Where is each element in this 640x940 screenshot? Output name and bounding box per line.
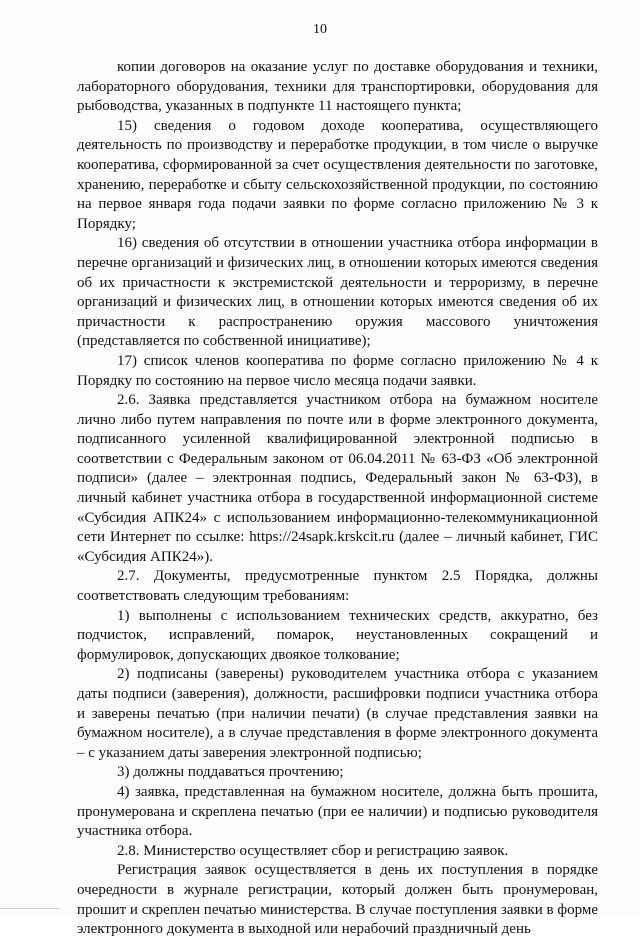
paragraph-2-8: 2.8. Министерство осуществляет сбор и регистрацию заявок. [117, 842, 509, 859]
paragraph-requirement-3: 3) должны поддаваться прочтению; [117, 764, 344, 781]
paragraph-item-17: 17) список членов кооператива по форме согласно приложению № 4 к Порядку по состоянию на первое число месяца подачи заявки. [77, 352, 598, 389]
paragraph-item-15: 15) сведения о годовом доходе кооператива, осуществляющего деятельность по производству и переработке продукции, в том числе о выручке кооператива, сформированной за счет осуществления деятельности по заготовке, хранению, переработке и сбыту сельскохозяйственной продукции, по состоянию на первое января года подачи заявки по форме согласно приложению № 3 к Порядку; [77, 117, 598, 232]
paragraph-requirement-4: 4) заявка, представленная на бумажном носителе, должна быть прошита, пронумерована и скреплена печатью (при ее наличии) и подписью руководителя участника отбора. [77, 783, 598, 840]
paragraph-contracts-copies: копии договоров на оказание услуг по доставке оборудования и техники, лабораторного оборудования, техники для транспортировки, оборудования для рыбоводства, указанных в подпункте 11 настоящего пункта; [77, 59, 598, 115]
paragraph-item-16: 16) сведения об отсутствии в отношении участника отбора информации в перечне организаций и физических лиц, в отношении которых имеются сведения об их причастности к экстремистской деятельности и терроризму, в перечне организаций и физических лиц, в отношении которых имеются сведения об их причастности к распространению оружия массового уничтожения (представляется по собственной инициативе); [77, 235, 598, 350]
paragraph-registration: Регистрация заявок осуществляется в день их поступления в порядке очередности в журнале регистрации, который должен быть пронумерован, прошит и скреплен печатью министерства. В случае поступления заявки в форме электронного документа в выходной или нерабочий праздничный день [77, 862, 598, 938]
page-number: 10 [313, 22, 327, 37]
scan-edge-line [0, 908, 60, 909]
paragraph-requirement-2: 2) подписаны (заверены) руководителем участника отбора с указанием даты подписи (заверения), должности, расшифровки подписи участника отбора и заверены печатью (при наличии печати) (в случае представления заявки на бумажном носителе), а в случае представления в форме электронного документа – с указанием даты заверения электронной подписью; [77, 666, 598, 761]
paragraph-2-6: 2.6. Заявка представляется участником отбора на бумажном носителе лично либо путем направления по почте или в форме электронного документа, подписанного усиленной квалифицированной электронной подписью в соответствии с Федеральным законом от 06.04.2011 № 63-ФЗ «Об электронной подписи» (далее – электронная подпись, Федеральный закон № 63-ФЗ), в личный кабинет участника отбора в государственной информационной системе «Субсидия АПК24» с использованием информационно-телекоммуникационной сети Интернет по ссылке: https://24sapk.krskcit.ru (далее – личный кабинет, ГИС «Субсидия АПК24»). [77, 392, 598, 565]
paragraph-2-7: 2.7. Документы, предусмотренные пунктом 2.5 Порядка, должны соответствовать следующим требованиям: [77, 568, 598, 605]
document-body [77, 58, 598, 940]
paragraph-requirement-1: 1) выполнены с использованием технических средств, аккуратно, без подчисток, исправлений, помарок, неустановленных сокращений и формулировок, допускающих двоякое толкование; [77, 607, 598, 663]
